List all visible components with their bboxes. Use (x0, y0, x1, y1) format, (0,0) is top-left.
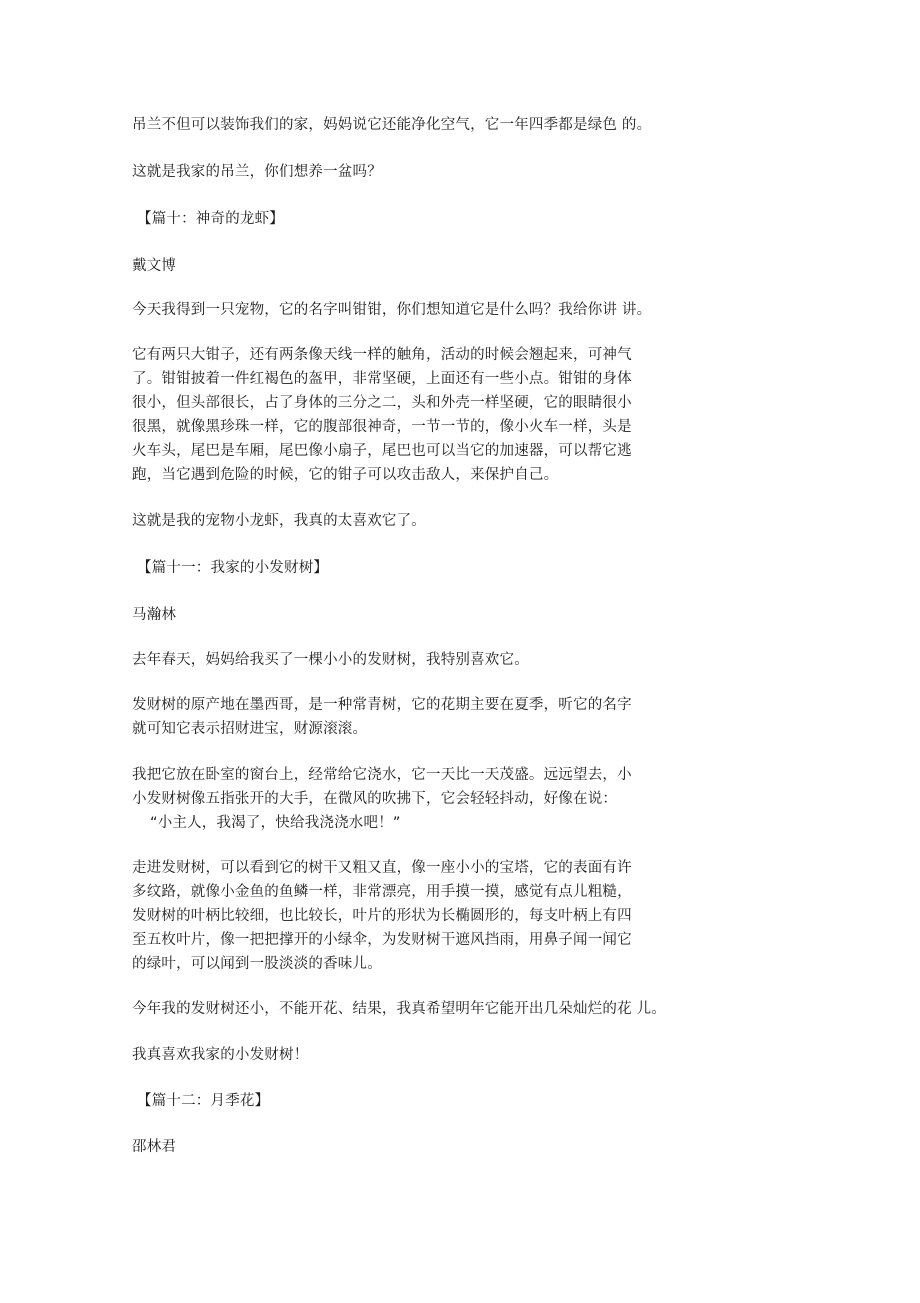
author-name: 戴文博 (132, 258, 177, 274)
section-heading-10: 【篇十：神奇的龙虾】 (137, 211, 284, 227)
author-name: 马瀚林 (132, 607, 177, 623)
paragraph-line: 我把它放在卧室的窗台上，经常给它浇水，它一天比一天茂盛。远远望去，小 (132, 767, 632, 783)
paragraph-line: 发财树的原产地在墨西哥，是一种常青树，它的花期主要在夏季，听它的名字 (132, 697, 632, 713)
paragraph-line: 走进发财树，可以看到它的树干又粗又直，像一座小小的宝塔，它的表面有许 (132, 860, 632, 876)
paragraph-line: 今年我的发财树还小，不能开花、结果，我真希望明年它能开出几朵灿烂的花 儿。 (132, 1001, 667, 1017)
paragraph-line: 至五枚叶片，像一把把撑开的小绿伞，为发财树干遮风挡雨，用鼻子闻一闻它 (132, 932, 632, 948)
paragraph-line: 这就是我的宠物小龙虾，我真的太喜欢它了。 (132, 513, 426, 529)
paragraph-line: 很黑，就像黑珍珠一样，它的腹部很神奇，一节一节的，像小火车一样，头是 (132, 419, 632, 435)
author-name: 邵林君 (132, 1139, 177, 1155)
paragraph-line: 这就是我家的吊兰，你们想养一盆吗？ (132, 164, 382, 180)
paragraph-line: 发财树的叶柄比较细，也比较长，叶片的形状为长椭圆形的，每支叶柄上有四 (132, 908, 632, 924)
paragraph-line: 的绿叶，可以闻到一股淡淡的香味儿。 (132, 956, 382, 972)
paragraph-line: 小发财树像五指张开的大手，在微风的吹拂下，它会轻轻抖动，好像在说： (132, 791, 618, 807)
paragraph-line: 去年春天，妈妈给我买了一棵小小的发财树，我特别喜欢它。 (132, 652, 529, 668)
paragraph-line: 跑，当它遇到危险的时候，它的钳子可以攻击敌人，来保护自己。 (132, 467, 559, 483)
paragraph-line: 它有两只大钳子，还有两条像天线一样的触角，活动的时候会翘起来，可神气 (132, 347, 632, 363)
paragraph-line: 吊兰不但可以装饰我们的家，妈妈说它还能净化空气，它一年四季都是绿色 的。 (132, 117, 652, 133)
paragraph-line: 火车头，尾巴是车厢，尾巴像小扇子，尾巴也可以当它的加速器，可以帮它逃 (132, 443, 632, 459)
paragraph-line: 很小，但头部很长，占了身体的三分之二，头和外壳一样坚硬，它的眼睛很小 (132, 395, 632, 411)
paragraph-line: 我真喜欢我家的小发财树！ (132, 1047, 309, 1063)
section-heading-12: 【篇十二：月季花】 (137, 1093, 270, 1109)
quote-line: “小主人，我渴了，快给我浇浇水吧！” (150, 815, 401, 831)
paragraph-line: 今天我得到一只宠物，它的名字叫钳钳，你们想知道它是什么吗？我给你讲 讲。 (132, 302, 652, 318)
section-heading-11: 【篇十一：我家的小发财树】 (137, 560, 329, 576)
paragraph-line: 就可知它表示招财进宝，财源滚滚。 (132, 721, 368, 737)
paragraph-line: 了。钳钳披着一件红褐色的盔甲，非常坚硬，上面还有一些小点。钳钳的身体 (132, 371, 632, 387)
paragraph-line: 多纹路，就像小金鱼的鱼鳞一样，非常漂亮，用手摸一摸，感觉有点儿粗糙， (132, 884, 632, 900)
